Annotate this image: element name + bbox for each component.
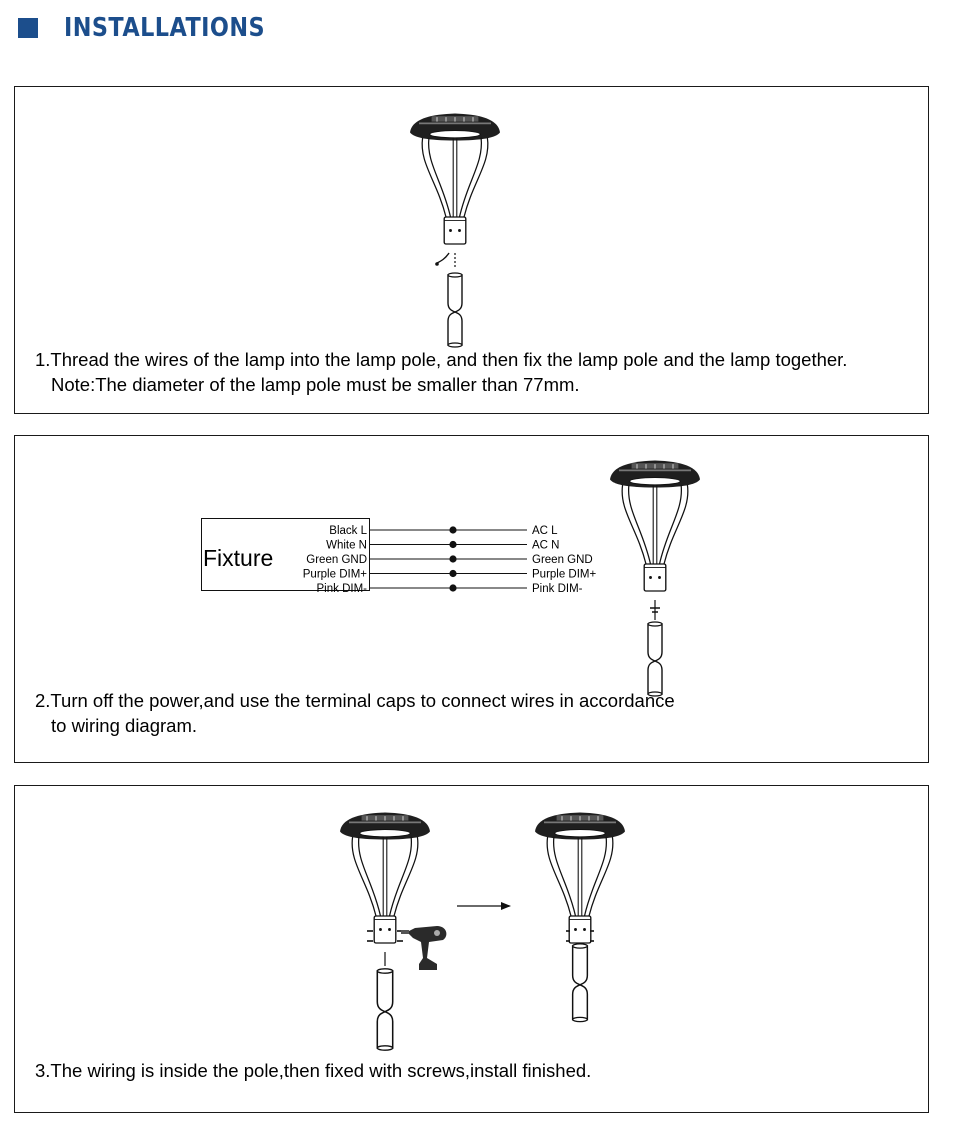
supply-wire-label: Green GND bbox=[532, 554, 593, 566]
supply-wire-label: Purple DIM+ bbox=[532, 568, 597, 581]
terminal-cap-icon bbox=[449, 555, 456, 562]
step-2-line-1: 2.Turn off the power,and use the terminal caps to connect wires in accordance bbox=[35, 690, 675, 711]
terminal-cap-icon bbox=[449, 541, 456, 548]
step-panel-2 bbox=[14, 435, 929, 763]
lamp-illustration-3a bbox=[325, 806, 505, 1056]
step-text-3 bbox=[35, 1058, 591, 1083]
step-text-2 bbox=[35, 688, 675, 738]
terminal-cap-icon bbox=[449, 526, 456, 533]
fixture-wire-label: Pink DIM- bbox=[316, 583, 367, 595]
lamp-illustration-3b bbox=[520, 806, 640, 1056]
lamp-illustration-2 bbox=[595, 454, 715, 684]
step-panel-3 bbox=[14, 785, 929, 1113]
terminal-cap-icon bbox=[449, 570, 456, 577]
arrow-icon bbox=[455, 896, 515, 916]
step-1-note: Note:The diameter of the lamp pole must be smaller than 77mm. bbox=[51, 374, 580, 395]
header-square-icon bbox=[18, 18, 38, 38]
step-3-line-1: 3.The wiring is inside the pole,then fixed with screws,install finished. bbox=[35, 1060, 592, 1081]
lamp-illustration-1 bbox=[395, 107, 515, 337]
supply-wire-label: Pink DIM- bbox=[532, 583, 583, 595]
step-2-line-2: to wiring diagram. bbox=[51, 715, 198, 736]
step-panel-1 bbox=[14, 86, 929, 414]
fixture-wire-label: Green GND bbox=[306, 554, 367, 566]
section-title: INSTALLATIONS bbox=[64, 13, 266, 43]
fixture-label: Fixture bbox=[203, 545, 274, 571]
step-1-line-1: 1.Thread the wires of the lamp into the lamp pole, and then fix the lamp pole and the lamp together. bbox=[35, 349, 848, 370]
wiring-diagram bbox=[201, 518, 621, 598]
step-text-1 bbox=[35, 347, 847, 397]
drill-icon bbox=[401, 926, 446, 970]
fixture-wire-label: Black L bbox=[329, 525, 367, 537]
fixture-wire-label: Purple DIM+ bbox=[302, 568, 367, 581]
supply-wire-label: AC L bbox=[532, 525, 558, 537]
fixture-wire-label: White N bbox=[326, 539, 367, 552]
terminal-cap-icon bbox=[449, 584, 456, 591]
supply-wire-label: AC N bbox=[532, 539, 560, 552]
